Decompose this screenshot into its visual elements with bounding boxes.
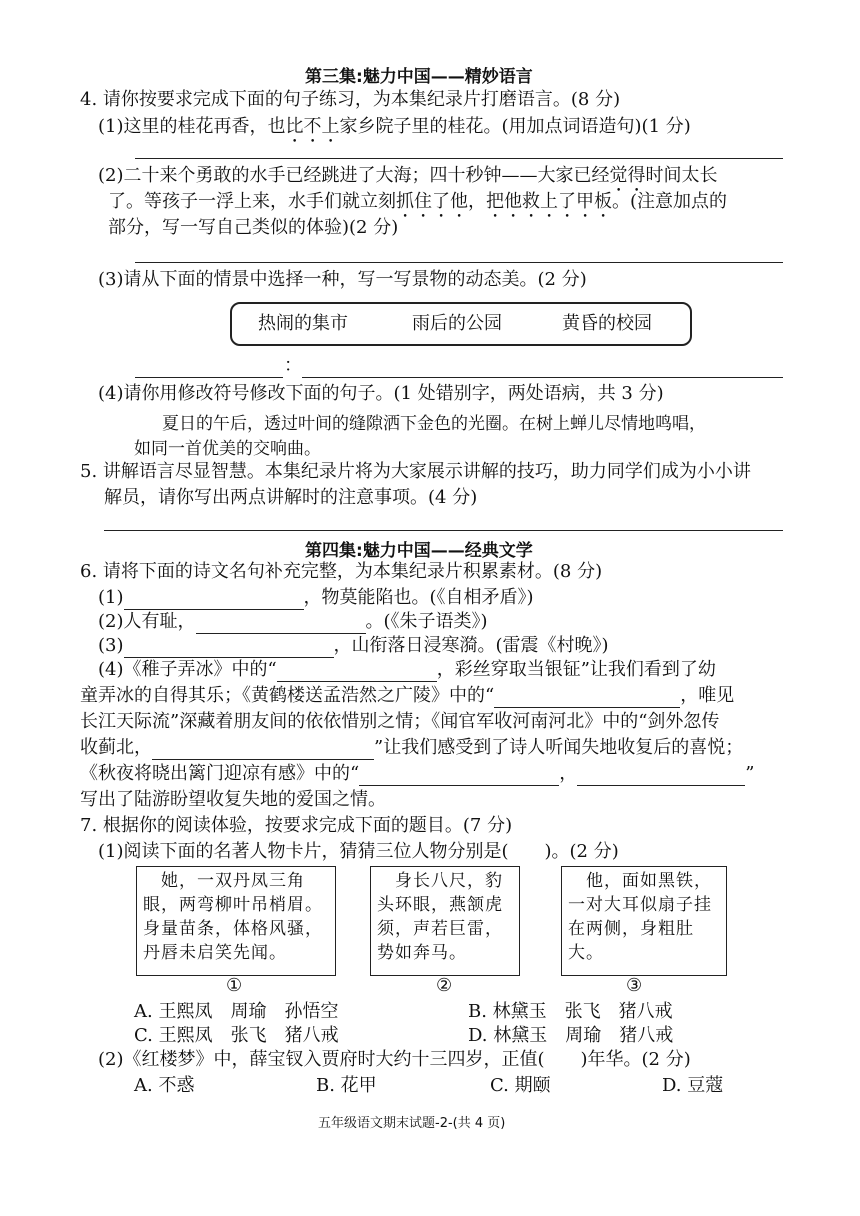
question-6-stem: 6. 请将下面的诗文名句补充完整，为本集纪录片积累素材。(8 分) bbox=[80, 561, 603, 582]
question-4-part-4: (4)请你用修改符号修改下面的句子。(1 处错别字，两处语病，共 3 分) bbox=[98, 383, 664, 404]
blank[interactable] bbox=[124, 589, 304, 610]
answer-line[interactable] bbox=[104, 530, 783, 531]
blank[interactable] bbox=[577, 765, 745, 786]
scene-option: 黄昏的校园 bbox=[562, 313, 652, 334]
question-5-line2: 解员，请你写出两点讲解时的注意事项。(4 分) bbox=[104, 487, 478, 508]
question-4-part-2-line3: 部分，写一写自己类似的体验)(2 分) bbox=[108, 217, 399, 238]
blank[interactable] bbox=[196, 613, 366, 634]
sentence-to-revise-cont: 如同一首优美的交响曲。 bbox=[134, 439, 321, 459]
question-6-part-1: (1) ，物莫能陷也。(《自相矛盾》) bbox=[98, 587, 534, 608]
question-4-part-3: (3)请从下面的情景中选择一种，写一写景物的动态美。(2 分) bbox=[98, 269, 587, 290]
option-a[interactable]: A. 王熙凤 周瑜 孙悟空 bbox=[134, 1001, 339, 1022]
option-b[interactable]: B. 林黛玉 张飞 猪八戒 bbox=[468, 1001, 673, 1022]
section-title: 第三集:魅力中国——精妙语言 bbox=[305, 67, 533, 87]
character-card-3: 他，面如黑铁，一对大耳似扇子挂在两侧，身粗肚大。 bbox=[561, 866, 727, 976]
character-card-1: 她，一双丹凤三角眼，两弯柳叶吊梢眉。身量苗条，体格风骚，丹唇未启笑先闻。 bbox=[136, 866, 336, 976]
card-number: ③ bbox=[626, 975, 643, 996]
question-6-part-4-line5: 《秋夜将晓出篱门迎凉有感》中的“ ， ” bbox=[80, 763, 755, 784]
option-c[interactable]: C. 王熙凤 张飞 猪八戒 bbox=[134, 1025, 339, 1046]
option-b[interactable]: B. 花甲 bbox=[316, 1075, 377, 1096]
answer-line[interactable] bbox=[135, 262, 783, 263]
question-4-stem: 4. 请你按要求完成下面的句子练习，为本集纪录片打磨语言。(8 分) bbox=[80, 89, 621, 110]
scene-option: 雨后的公园 bbox=[412, 313, 502, 334]
sentence-to-revise: 夏日的午后，透过叶间的缝隙洒下金色的光圈。在树上蝉儿尽情地鸣唱， bbox=[162, 414, 706, 434]
colon: ： bbox=[284, 355, 302, 376]
blank[interactable] bbox=[124, 637, 334, 658]
question-7-part-1: (1)阅读下面的名著人物卡片，猜猜三位人物分别是( )。(2 分) bbox=[98, 841, 619, 862]
question-5-line1: 5. 讲解语言尽显智慧。本集纪录片将为大家展示讲解的技巧，助力同学们成为小小讲 bbox=[80, 461, 751, 482]
question-6-part-4-line4: 收蓟北， ”让我们感受到了诗人听闻失地收复后的喜悦； bbox=[80, 737, 744, 758]
question-6-part-4-line6: 写出了陆游盼望收复失地的爱国之情。 bbox=[80, 789, 386, 810]
answer-line-scene[interactable] bbox=[135, 377, 283, 378]
scene-options-box bbox=[230, 302, 692, 346]
question-6-part-3: (3) ，山衔落日浸寒漪。(雷震《村晚》) bbox=[98, 635, 609, 656]
blank[interactable] bbox=[494, 687, 680, 708]
question-6-part-2: (2)人有耻， 。(《朱子语类》) bbox=[98, 611, 488, 632]
question-6-part-4-line1: (4)《稚子弄冰》中的“ ，彩丝穿取当银钲”让我们看到了幼 bbox=[98, 659, 716, 680]
page-footer: 五年级语文期末试题-2-(共 4 页) bbox=[318, 1116, 506, 1131]
option-d[interactable]: D. 林黛玉 周瑜 猪八戒 bbox=[468, 1025, 674, 1046]
blank[interactable] bbox=[359, 765, 559, 786]
question-7-stem: 7. 根据你的阅读体验，按要求完成下面的题目。(7 分) bbox=[80, 815, 513, 836]
answer-line[interactable] bbox=[302, 377, 783, 378]
question-4-part-2-line1: (2)二十来个勇敢的水手已经跳进了大海；四十秒钟——大家已经觉得时间太长 bbox=[98, 165, 718, 186]
option-d[interactable]: D. 豆蔻 bbox=[662, 1075, 724, 1096]
character-card-2: 身长八尺，豹头环眼，燕颔虎须，声若巨雷，势如奔马。 bbox=[370, 866, 520, 976]
question-4-part-2-line2: 了。等孩子一浮上来，水手们就立刻抓住了他，把他救上了甲板。(注意加点的 bbox=[108, 191, 728, 212]
option-a[interactable]: A. 不惑 bbox=[134, 1075, 195, 1096]
answer-line[interactable] bbox=[135, 158, 783, 159]
section-title: 第四集:魅力中国——经典文学 bbox=[305, 541, 533, 561]
option-c[interactable]: C. 期颐 bbox=[490, 1075, 551, 1096]
card-number: ② bbox=[436, 975, 453, 996]
scene-option: 热闹的集市 bbox=[258, 313, 348, 334]
blank[interactable] bbox=[277, 661, 437, 682]
card-number: ① bbox=[226, 975, 243, 996]
question-4-part-1: (1)这里的桂花再香，也比不上家乡院子里的桂花。(用加点词语造句)(1 分) bbox=[98, 116, 691, 137]
question-6-part-4-line3: 长江天际流”深藏着朋友间的依依惜别之情；《闻官军收河南河北》中的“剑外忽传 bbox=[80, 711, 720, 732]
question-6-part-4-line2: 童弄冰的自得其乐；《黄鹤楼送孟浩然之广陵》中的“ ，唯见 bbox=[80, 685, 735, 706]
question-7-part-2: (2)《红楼梦》中，薛宝钗入贾府时大约十三四岁，正值( )年华。(2 分) bbox=[98, 1049, 691, 1070]
blank[interactable] bbox=[152, 739, 374, 760]
